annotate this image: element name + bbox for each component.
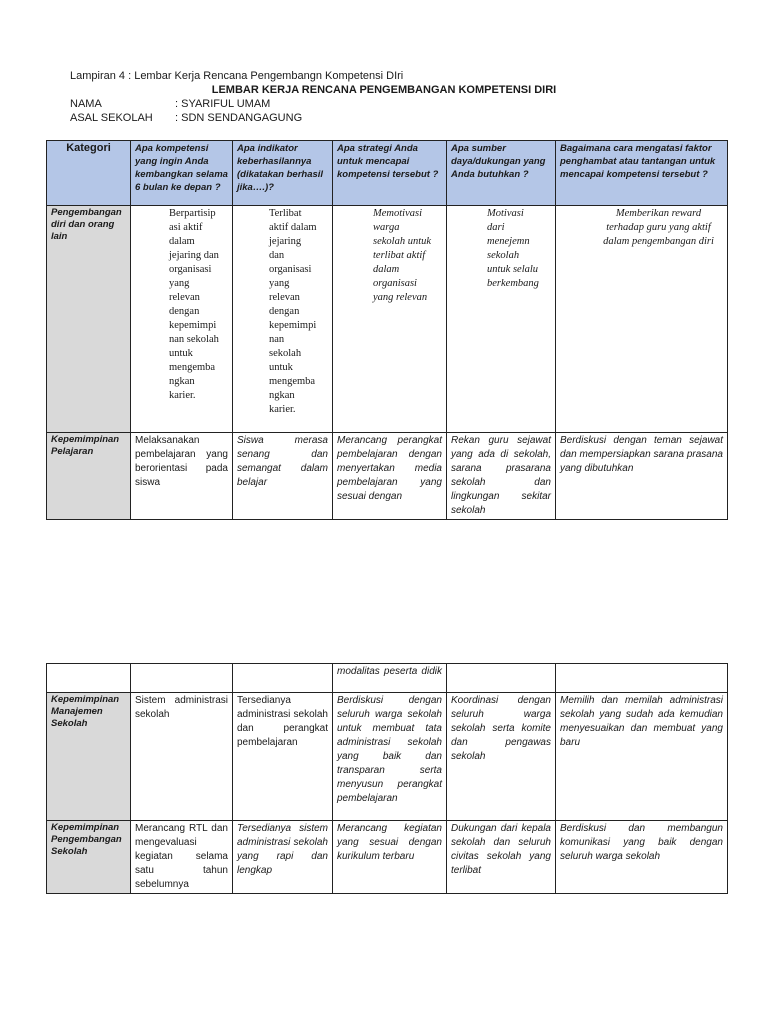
header-competency: Apa kompetensi yang ingin Anda kembangkan selama 6 bulan ke depan ? — [131, 141, 233, 206]
obstacles-cell: Berdiskusi dengan teman sejawat dan mempersiapkan sarana prasana yang dibutuhkan — [556, 433, 728, 520]
competency-cell: Berpartisip asi aktif dalam jejaring dan organisasi yang relevan dengan kepemimpi nan sekolah untuk mengemba ngkan karier. — [131, 206, 233, 433]
strategy-cell: Merancang perangkat pembelajaran dengan menyertakan media pembelajaran yang sesuai dengan — [333, 433, 447, 520]
category-cell — [47, 664, 131, 693]
obstacles-cell: Memilih dan memilah administrasi sekolah yang sudah ada kemudian menyesuaikan dan membuat yang baru — [556, 693, 728, 821]
category-cell: Kepemimpinan Pengembangan Sekolah — [47, 821, 131, 894]
resources-cell: Motivasi dari menejemn sekolah untuk selalu berkembang — [447, 206, 556, 433]
header-kategori: Kategori — [47, 141, 131, 206]
school-value: : SDN SENDANGAGUNG — [175, 112, 303, 124]
strategy-cell: modalitas peserta didik — [333, 664, 447, 693]
category-cell: Kepemimpinan Pelajaran — [47, 433, 131, 520]
strategy-cell: Memotivasi warga sekolah untuk terlibat aktif dalam organisasi yang relevan — [333, 206, 447, 433]
indicator-cell: Tersedianya administrasi sekolah dan perangkat pembelajaran — [233, 693, 333, 821]
indicator-cell: Terlibat aktif dalam jejaring dan organisasi yang relevan dengan kepemimpi nan sekolah untuk mengemba ngkan karier. — [233, 206, 333, 433]
competency-cell: Sistem administrasi sekolah — [131, 693, 233, 821]
competency-cell: Melaksanakan pembelajaran yang berorientasi pada siswa — [131, 433, 233, 520]
table-header-row — [47, 141, 728, 206]
school-label: ASAL SEKOLAH — [70, 112, 153, 124]
indicator-cell — [233, 664, 333, 693]
page-title: LEMBAR KERJA RENCANA PENGEMBANGAN KOMPETENSI DIRI — [211, 84, 557, 96]
resources-cell: Rekan guru sejawat yang ada di sekolah, sarana prasarana sekolah dan lingkungan sekitar sekolah — [447, 433, 556, 520]
resources-cell: Dukungan dari kepala sekolah dan seluruh civitas sekolah yang terlibat — [447, 821, 556, 894]
worksheet-table-top — [46, 140, 728, 520]
resources-cell: Koordinasi dengan seluruh warga sekolah serta komite dan pengawas sekolah — [447, 693, 556, 821]
header-resources: Apa sumber daya/dukungan yang Anda butuhkan ? — [447, 141, 556, 206]
table-row — [47, 693, 728, 821]
strategy-cell: Berdiskusi dengan seluruh warga sekolah untuk membuat tata administrasi sekolah yang baik dan transparan serta menyusun perangkat pembelajaran — [333, 693, 447, 821]
name-value: : SYARIFUL UMAM — [175, 98, 271, 110]
name-label: NAMA — [70, 98, 102, 110]
header-strategy: Apa strategi Anda untuk mencapai kompetensi tersebut ? — [333, 141, 447, 206]
obstacles-cell: Berdiskusi dan membangun komunikasi yang baik dengan seluruh warga sekolah — [556, 821, 728, 894]
indicator-cell: Tersedianya sistem administrasi sekolah yang rapi dan lengkap — [233, 821, 333, 894]
table-row — [47, 821, 728, 894]
header-obstacles: Bagaimana cara mengatasi faktor penghambat atau tantangan untuk mencapai kompetensi tersebut ? — [556, 141, 728, 206]
competency-cell — [131, 664, 233, 693]
obstacles-cell — [556, 664, 728, 693]
table-row — [47, 664, 728, 693]
competency-cell: Merancang RTL dan mengevaluasi kegiatan selama satu tahun sebelumnya — [131, 821, 233, 894]
table-row — [47, 206, 728, 433]
table-row — [47, 433, 728, 520]
worksheet-table-bottom — [46, 663, 728, 894]
category-cell: Pengembangan diri dan orang lain — [47, 206, 131, 433]
category-cell: Kepemimpinan Manajemen Sekolah — [47, 693, 131, 821]
header-indicator: Apa indikator keberhasilannya (dikatakan berhasil jika….)? — [233, 141, 333, 206]
resources-cell — [447, 664, 556, 693]
attachment-caption: Lampiran 4 : Lembar Kerja Rencana Pengembangn Kompetensi DIri — [70, 70, 404, 82]
strategy-cell: Merancang kegiatan yang sesuai dengan kurikulum terbaru — [333, 821, 447, 894]
obstacles-cell: Memberikan reward terhadap guru yang aktif dalam pengembangan diri — [556, 206, 728, 433]
indicator-cell: Siswa merasa senang dan semangat dalam belajar — [233, 433, 333, 520]
